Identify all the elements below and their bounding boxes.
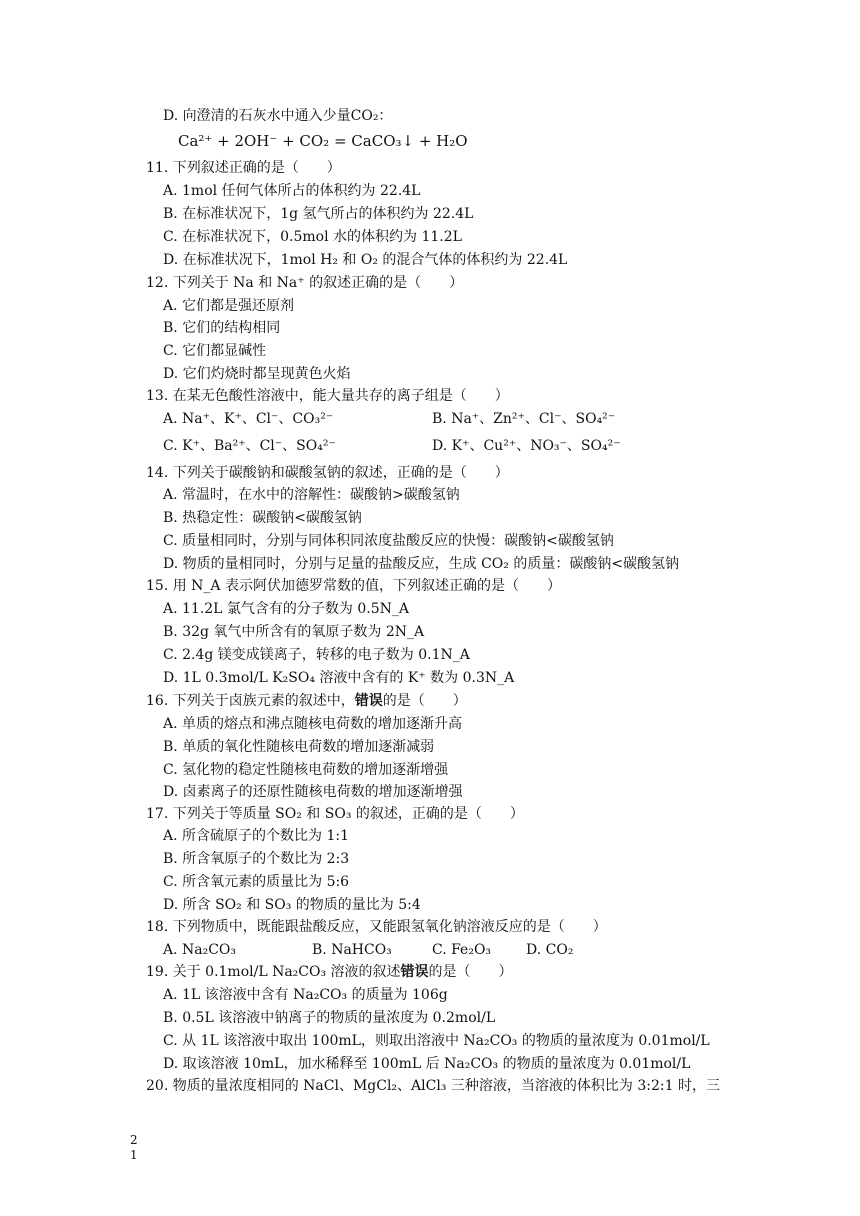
- option-10d: D. 向澄清的石灰水中通入少量CO₂：: [163, 108, 393, 124]
- option-12d: D. 它们灼烧时都呈现黄色火焰: [163, 366, 351, 382]
- question-17: 17. 下列关于等质量 SO₂ 和 SO₃ 的叙述，正确的是（ ）: [146, 806, 524, 822]
- option-12c: C. 它们都显碱性: [163, 343, 267, 359]
- question-16-tail: 的是（ ）: [382, 693, 467, 709]
- question-16-emphasis: 错误: [354, 693, 383, 709]
- option-14c: C. 质量相同时，分别与同体积同浓度盐酸反应的快慢：碳酸钠<碳酸氢钠: [163, 533, 614, 549]
- option-19b: B. 0.5L 该溶液中钠离子的物质的量浓度为 0.2mol/L: [163, 1010, 496, 1026]
- option-19a: A. 1L 该溶液中含有 Na₂CO₃ 的质量为 106g: [163, 987, 448, 1003]
- option-15b: B. 32g 氧气中所含有的氧原子数为 2N_A: [163, 624, 425, 640]
- option-19d: D. 取该溶液 10mL，加水稀释至 100mL 后 Na₂CO₃ 的物质的量浓度为 0.01mol/L: [163, 1056, 691, 1072]
- option-12a: A. 它们都是强还原剂: [163, 298, 295, 314]
- option-18c: C. Fe₂O₃: [432, 942, 492, 958]
- question-11: 11. 下列叙述正确的是（ ）: [146, 160, 341, 176]
- option-16d: D. 卤素离子的还原性随核电荷数的增加逐渐增强: [163, 784, 463, 800]
- option-11a: A. 1mol 任何气体所占的体积约为 22.4L: [163, 183, 421, 199]
- option-13d: D. K⁺、Cu²⁺、NO₃⁻、SO₄²⁻: [432, 438, 621, 454]
- option-14b: B. 热稳定性：碳酸钠<碳酸氢钠: [163, 510, 362, 526]
- question-16: [146, 691, 467, 711]
- option-15d: D. 1L 0.3mol/L K₂SO₄ 溶液中含有的 K⁺ 数为 0.3N_A: [163, 670, 515, 686]
- question-20: 20. 物质的量浓度相同的 NaCl、MgCl₂、AlCl₃ 三种溶液，当溶液的体积比为 3:2:1 时，三: [146, 1078, 720, 1094]
- option-17d: D. 所含 SO₂ 和 SO₃ 的物质的量比为 5:4: [163, 897, 421, 913]
- question-13: 13. 在某无色酸性溶液中，能大量共存的离子组是（ ）: [146, 388, 509, 404]
- page-number-bottom: 1: [130, 1148, 138, 1162]
- page-number-top: 2: [130, 1133, 138, 1147]
- option-14a: A. 常温时，在水中的溶解性：碳酸钠>碳酸氢钠: [163, 487, 460, 503]
- option-13b: B. Na⁺、Zn²⁺、Cl⁻、SO₄²⁻: [432, 411, 616, 427]
- option-17a: A. 所含硫原子的个数比为 1:1: [163, 828, 349, 844]
- option-11d: D. 在标准状况下，1mol H₂ 和 O₂ 的混合气体的体积约为 22.4L: [163, 252, 568, 268]
- option-15c: C. 2.4g 镁变成镁离子，转移的电子数为 0.1N_A: [163, 647, 470, 663]
- option-11c: C. 在标准状况下，0.5mol 水的体积约为 11.2L: [163, 229, 462, 245]
- question-16-text: 16. 下列关于卤族元素的叙述中，: [146, 693, 355, 709]
- question-19-tail: 的是（ ）: [428, 964, 513, 980]
- equation-10d: Ca²⁺ + 2OH⁻ + CO₂ = CaCO₃↓ + H₂O: [178, 132, 468, 150]
- option-19c: C. 从 1L 该溶液中取出 100mL，则取出溶液中 Na₂CO₃ 的物质的量浓度为 0.01mol/L: [163, 1033, 710, 1049]
- option-18a: A. Na₂CO₃: [163, 942, 237, 958]
- option-11b: B. 在标准状况下，1g 氢气所占的体积约为 22.4L: [163, 206, 474, 222]
- option-18b: B. NaHCO₃: [312, 942, 392, 958]
- option-12b: B. 它们的结构相同: [163, 320, 281, 336]
- option-13a: A. Na⁺、K⁺、Cl⁻、CO₃²⁻: [163, 411, 334, 427]
- option-17b: B. 所含氧原子的个数比为 2:3: [163, 851, 350, 867]
- option-18d: D. CO₂: [526, 942, 574, 958]
- option-14d: D. 物质的量相同时，分别与足量的盐酸反应，生成 CO₂ 的质量：碳酸钠<碳酸氢钠: [163, 556, 680, 572]
- option-17c: C. 所含氧元素的质量比为 5:6: [163, 874, 350, 890]
- option-16a: A. 单质的熔点和沸点随核电荷数的增加逐渐升高: [163, 716, 463, 732]
- question-14: 14. 下列关于碳酸钠和碳酸氢钠的叙述，正确的是（ ）: [146, 465, 509, 481]
- option-13c: C. K⁺、Ba²⁺、Cl⁻、SO₄²⁻: [163, 438, 336, 454]
- option-16c: C. 氢化物的稳定性随核电荷数的增加逐渐增强: [163, 762, 449, 778]
- option-16b: B. 单质的氧化性随核电荷数的增加逐渐减弱: [163, 739, 435, 755]
- question-19-emphasis: 错误: [400, 964, 429, 980]
- question-12: 12. 下列关于 Na 和 Na⁺ 的叙述正确的是（ ）: [146, 275, 464, 291]
- option-15a: A. 11.2L 氯气含有的分子数为 0.5N_A: [163, 601, 410, 617]
- question-15: 15. 用 N_A 表示阿伏加德罗常数的值，下列叙述正确的是（ ）: [146, 578, 561, 594]
- question-19: [146, 962, 513, 982]
- question-19-text: 19. 关于 0.1mol/L Na₂CO₃ 溶液的叙述: [146, 964, 401, 980]
- question-18: 18. 下列物质中，既能跟盐酸反应，又能跟氢氧化钠溶液反应的是（ ）: [146, 919, 607, 935]
